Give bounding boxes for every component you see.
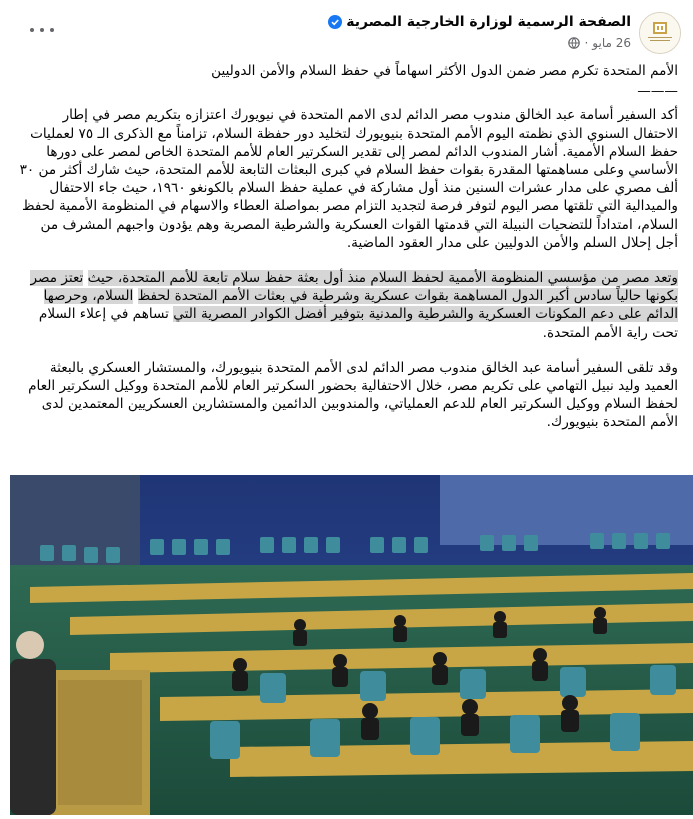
more-dot-icon [50,28,54,32]
meta-separator: · [584,36,589,50]
verified-badge-icon [328,15,342,29]
post-body [14,62,678,449]
globe-icon[interactable] [568,37,580,49]
post-date[interactable]: 26 مايو [592,36,631,50]
post-title: الأمم المتحدة تكرم مصر ضمن الدول الأكثر اسهاماً في حفظ السلام والأمن الدوليين [211,63,678,79]
paragraph-1: أكد السفير أسامة عبد الخالق مندوب مصر الدائم لدى الامم المتحدة في نيويورك اعتزازه بتكريم مصر في إطار الاحتفال السنوي الذي نظمته اليوم الأمم المتحدة بنيويورك لتخليد دور حفظة السلام، تزامناً مع الذكرى الـ ٧٥ لعمليات حفظ السلام الأممية. أشار المندوب الدائم لمصر إلى تقدير السكرتير العام للأمم المتحدة الخاص لمصر على دورها الأساسي وعلى مساهمتها المقدرة بقوات حفظ السلام في كبرى البعثات التابعة للأمم المتحدة، حيث شارك أكثر من ٣٠ ألف مصري على مدار عشرات السنين منذ أول مشاركة في عملية حفظ السلام بالكونغو ١٩٦٠، حيث جاء الاحتفال والميدالية التي تلقتها مصر اليوم لتوفر فرصة لتجديد التزام مصر بمواصلة العطاء والاسهام في المنظومة الأممية لحفظ السلام، امتداداً للتضحيات النبيلة التي قدمتها القوات العسكرية والشرطية المصرية وهم يؤدون واجبهم المشرف من أجل إحلال السلم والأمن الدوليين على مدار العقود الماضية. [19,107,678,251]
title-separator: ——— [637,83,678,100]
highlighted-line: وتعد مصر من مؤسسي المنظومة الأممية لحفظ السلام منذ أول بعثة حفظ سلام تابعة للأمم المتحدة، حيث [87,270,678,287]
highlighted-line: تعتز مصر بكونها حالياً سادس أكبر الدول المساهمة بقوات عسكرية وشرطية في بعثات الأمم المتحدة لحفظ [30,270,678,305]
ministry-logo-icon [640,13,680,53]
more-dot-icon [40,28,44,32]
highlighted-line: السلام، وحرصها الدائم على دعم المكونات العسكرية والشرطية والمدنية بتوفير أفضل الكوادر المصرية التي [43,288,678,323]
page-avatar[interactable] [639,12,681,54]
paragraph-2-last-line: تساهم في إعلاء السلام تحت راية الأمم المتحدة. [38,306,678,341]
post-meta [568,36,631,50]
more-dot-icon [30,28,34,32]
paragraph-3: وقد تلقى السفير أسامة عبد الخالق مندوب مصر الدائم لدى الأمم المتحدة بنيويورك، والمستشار العسكري بالبعثة العميد وليد نبيل التهامي على تكريم مصر، خلال الاحتفالية بحضور السكرتير العام للأمم المتحدة ووكيل السكرتير العام لحفظ السلام ووكيل السكرتير العام للدعم العملياتي، والمندوبين الدائمين والمستشارين العسكريين المعتمدين لدى الأمم المتحدة بنيويورك. [28,359,678,431]
page-name[interactable]: الصفحة الرسمية لوزارة الخارجية المصرية [346,14,631,30]
un-general-assembly-photo-icon [10,475,693,815]
more-options-button[interactable] [30,22,54,38]
page-name-link[interactable] [328,14,631,30]
post-photo[interactable] [10,475,693,815]
paragraph-2 [14,269,678,342]
post-header [0,8,693,64]
